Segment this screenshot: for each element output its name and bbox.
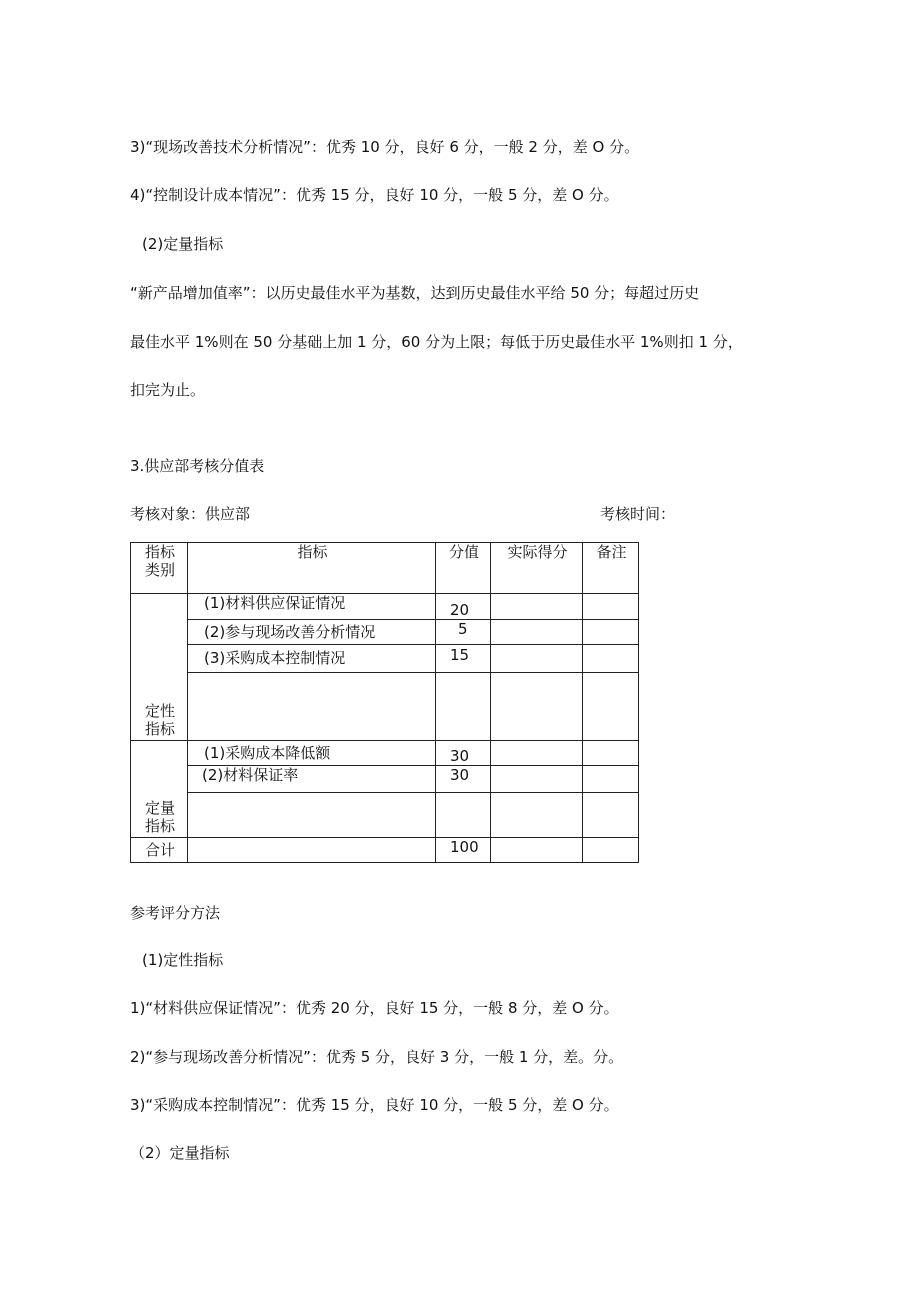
actual-cell[interactable]	[491, 793, 583, 838]
actual-cell[interactable]	[491, 766, 583, 793]
note-cell[interactable]	[583, 741, 639, 766]
method-title: 参考评分方法	[130, 904, 221, 922]
note-cell[interactable]	[583, 793, 639, 838]
score-cell: 5	[436, 620, 491, 645]
score-cell: 30	[436, 766, 491, 793]
category-qualitative: 定性 指标	[131, 594, 188, 741]
indicator-cell: (2)材料保证率	[188, 766, 436, 793]
note-cell[interactable]	[583, 766, 639, 793]
time-label: 考核时间：	[600, 505, 676, 523]
total-row	[131, 838, 639, 863]
table-row	[131, 766, 639, 793]
paragraph-line: “新产品增加值率”：以历史最佳水平为基数，达到历史最佳水平给 50 分；每超过历史	[130, 284, 700, 302]
indicator-cell: (1)材料供应保证情况	[188, 594, 436, 620]
score-cell: 30	[436, 741, 491, 766]
subheading: (1)定性指标	[142, 951, 224, 969]
header-note: 备注	[583, 543, 639, 594]
actual-cell[interactable]	[491, 838, 583, 863]
note-cell[interactable]	[583, 673, 639, 741]
table-row	[131, 741, 639, 766]
total-score: 100	[436, 838, 491, 863]
text-line: 3)“现场改善技术分析情况”：优秀 10 分，良好 6 分，一般 2 分，差 O 分。	[130, 138, 640, 156]
table-row-empty	[131, 793, 639, 838]
actual-cell[interactable]	[491, 645, 583, 673]
text-line: 4)“控制设计成本情况”：优秀 15 分，良好 10 分，一般 5 分，差 O 分。	[130, 186, 619, 204]
note-cell[interactable]	[583, 838, 639, 863]
note-cell[interactable]	[583, 645, 639, 673]
note-cell[interactable]	[583, 594, 639, 620]
section-title: 3.供应部考核分值表	[130, 457, 265, 475]
target-label: 考核对象：供应部	[130, 505, 251, 523]
header-actual: 实际得分	[491, 543, 583, 594]
table-row	[131, 594, 639, 620]
total-label: 合计	[131, 838, 188, 863]
paragraph-line: 扣完为止。	[130, 381, 206, 399]
text-line: 3)“采购成本控制情况”：优秀 15 分，良好 10 分，一般 5 分，差 O 分。	[130, 1096, 619, 1114]
table-row-empty	[131, 673, 639, 741]
text-line: 1)“材料供应保证情况”：优秀 20 分，良好 15 分，一般 8 分，差 O 分。	[130, 999, 619, 1017]
score-cell: 20	[436, 594, 491, 620]
subheading: （2）定量指标	[130, 1144, 230, 1162]
note-cell[interactable]	[583, 620, 639, 645]
header-category: 指标 类别	[131, 543, 188, 594]
table-row	[131, 645, 639, 673]
indicator-cell: (3)采购成本控制情况	[188, 645, 436, 673]
header-row	[131, 543, 639, 594]
actual-cell[interactable]	[491, 741, 583, 766]
category-quantitative: 定量 指标	[131, 741, 188, 838]
actual-cell[interactable]	[491, 673, 583, 741]
text-line: 2)“参与现场改善分析情况”：优秀 5 分，良好 3 分，一般 1 分，差。分。	[130, 1048, 624, 1066]
actual-cell[interactable]	[491, 620, 583, 645]
score-cell: 15	[436, 645, 491, 673]
header-score: 分值	[436, 543, 491, 594]
subheading: (2)定量指标	[142, 235, 224, 253]
actual-cell[interactable]	[491, 594, 583, 620]
indicator-cell: (2)参与现场改善分析情况	[188, 620, 436, 645]
header-indicator: 指标	[188, 543, 436, 594]
score-table	[130, 542, 639, 863]
table-row	[131, 620, 639, 645]
paragraph-line: 最佳水平 1%则在 50 分基础上加 1 分，60 分为上限；每低于历史最佳水平 1%则扣 1 分，	[130, 333, 743, 351]
indicator-cell: (1)采购成本降低额	[188, 741, 436, 766]
